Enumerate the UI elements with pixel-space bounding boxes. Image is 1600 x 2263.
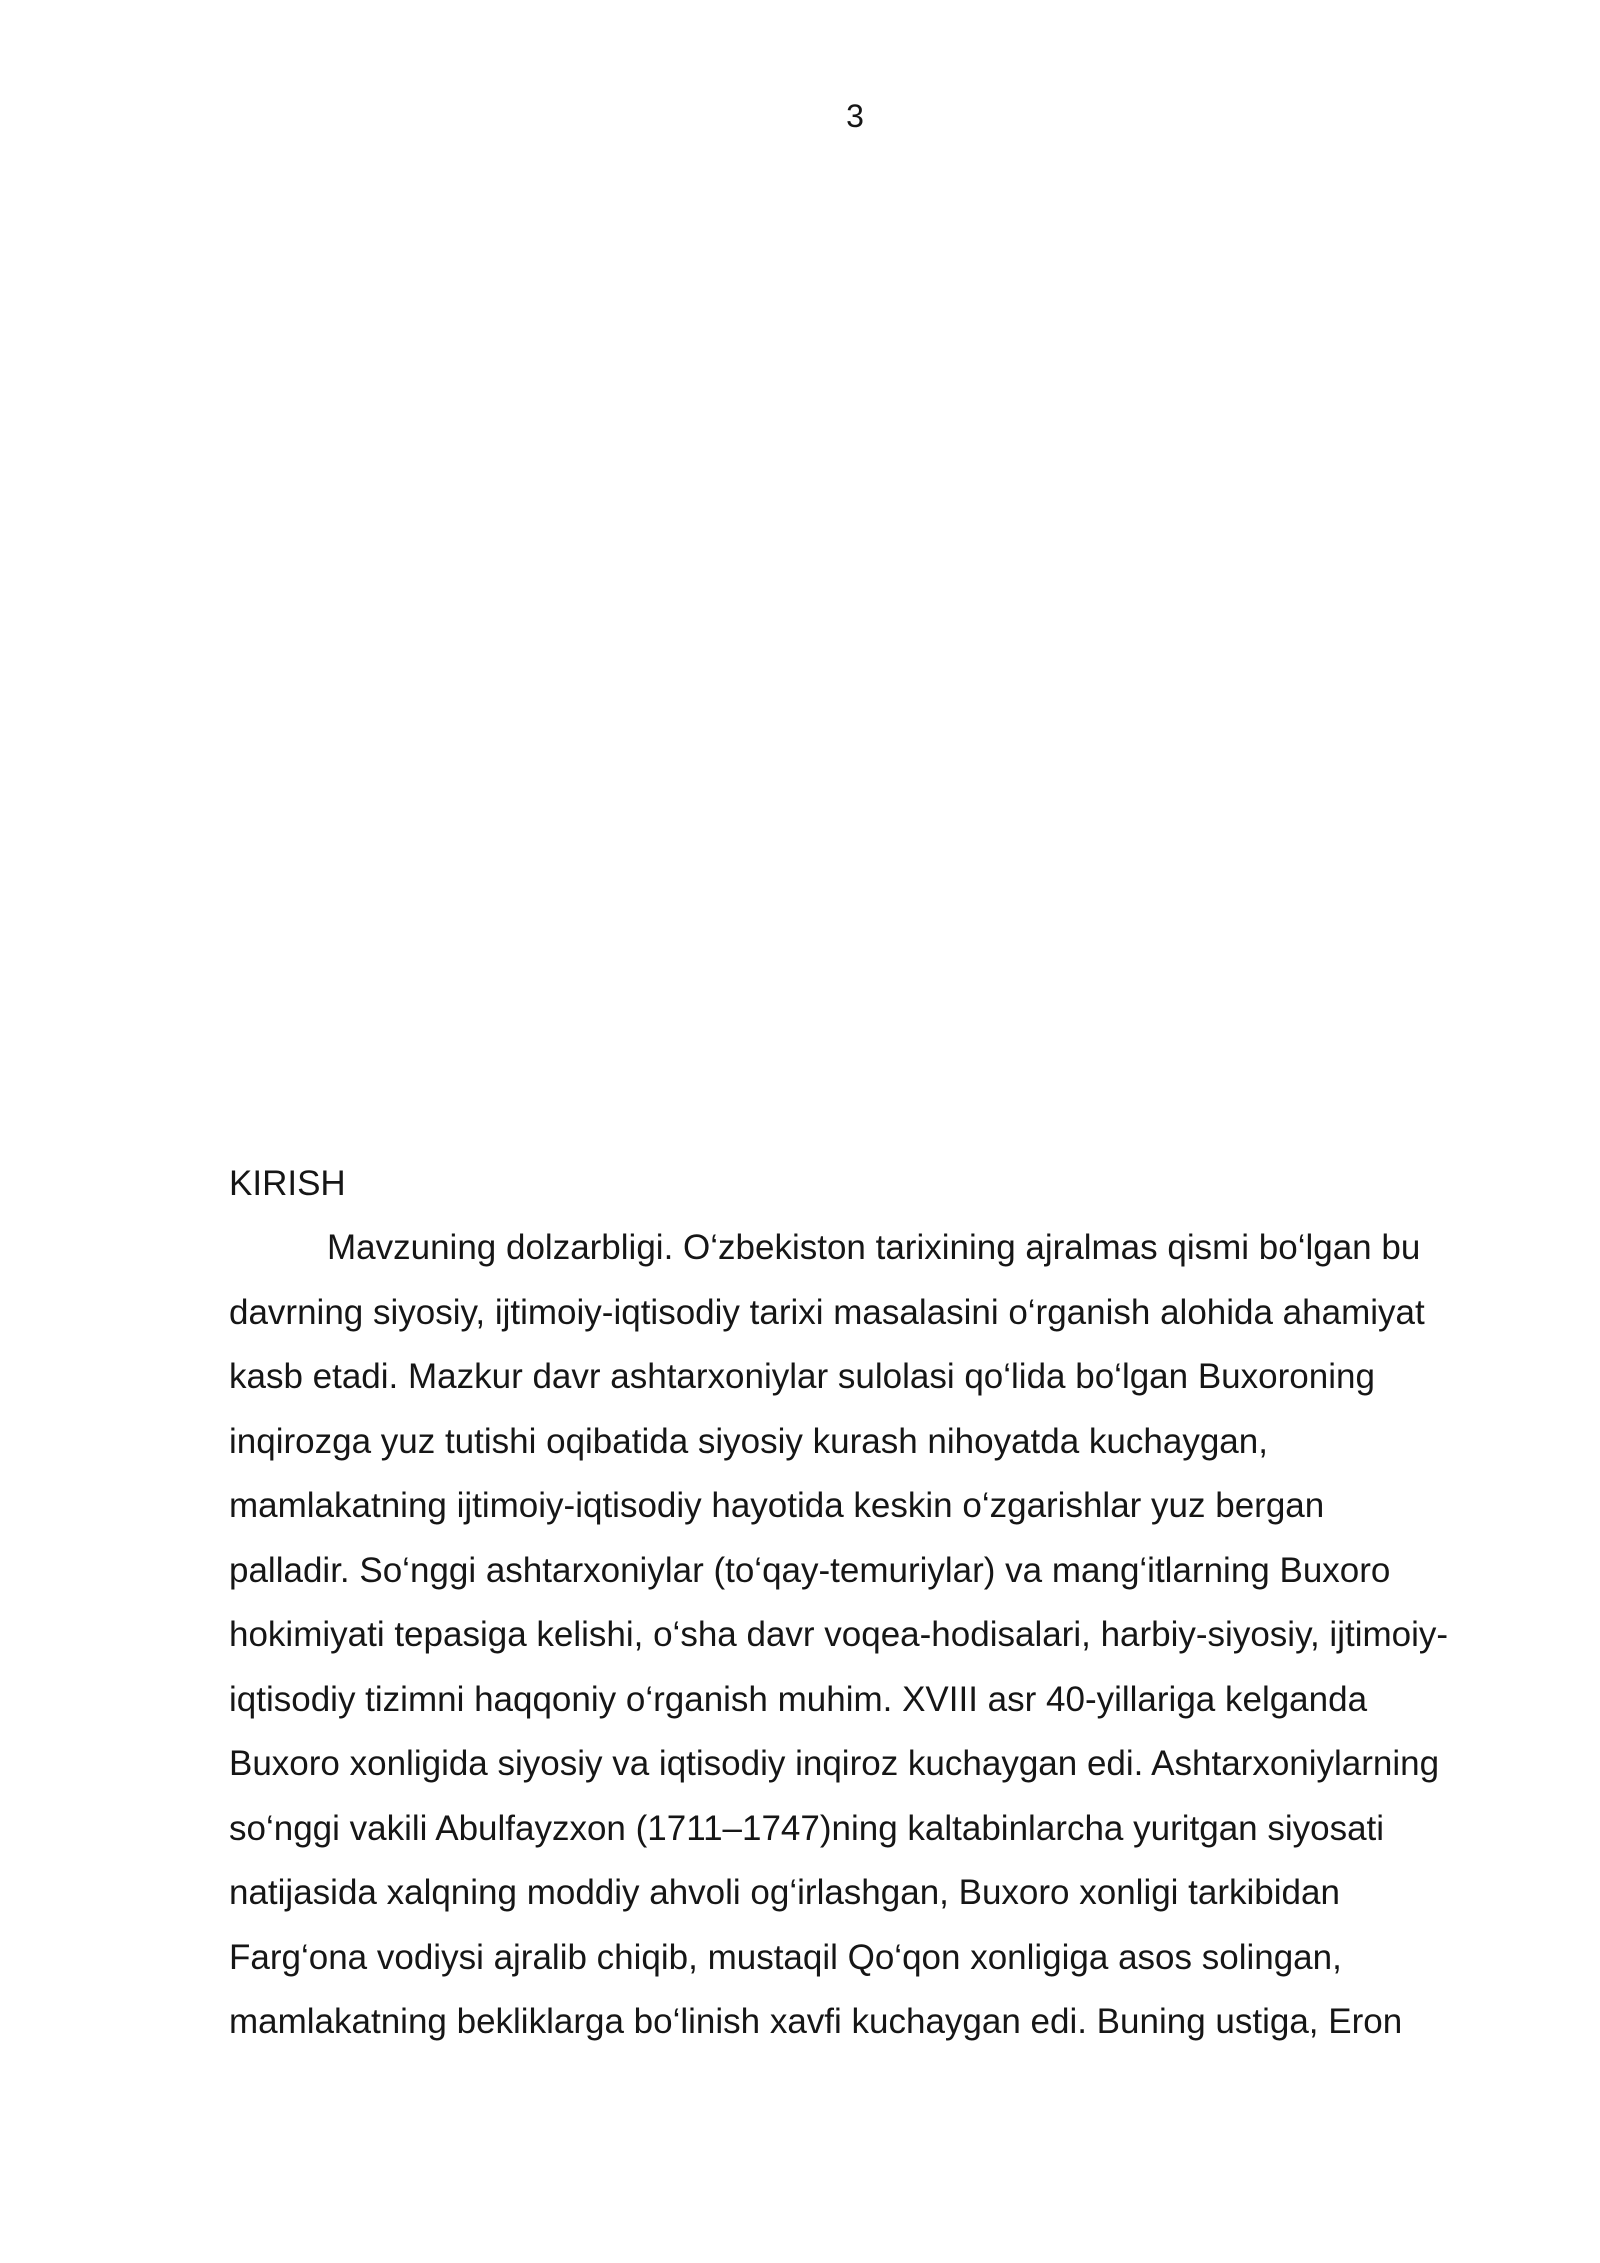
paragraph-line: Buxoro xonligida siyosiy va iqtisodiy inqiroz kuchaygan edi. Ashtarxoniylarning (229, 1744, 1440, 1783)
paragraph-line: natijasida xalqning moddiy ahvoli og‘irlashgan, Buxoro xonligi tarkibidan (229, 1873, 1340, 1912)
paragraph-line: kasb etadi. Mazkur davr ashtarxoniylar sulolasi qo‘lida bo‘lgan Buxoroning (229, 1357, 1375, 1396)
paragraph-line: inqirozga yuz tutishi oqibatida siyosiy kurash nihoyatda kuchaygan, (229, 1421, 1268, 1461)
paragraph-line: hokimiyati tepasiga kelishi, o‘sha davr voqea-hodisalari, harbiy-siyosiy, ijtimoiy- (229, 1615, 1449, 1654)
paragraph-line: palladir. So‘nggi ashtarxoniylar (to‘qay-temuriylar) va mang‘itlarning Buxoro (229, 1550, 1391, 1590)
paragraph-line: davrning siyosiy, ijtimoiy-iqtisodiy tarixi masalasini o‘rganish alohida ahamiyat (229, 1292, 1425, 1332)
section-body (229, 1160, 1479, 2055)
page-number: 3 (846, 98, 864, 134)
paragraph-line: so‘nggi vakili Abulfayzxon (1711–1747)ning kaltabinlarcha yuritgan siyosati (229, 1808, 1385, 1848)
paragraph-line: iqtisodiy tizimni haqqoniy o‘rganish muhim. XVIII asr 40-yillariga kelganda (229, 1679, 1368, 1719)
paragraph-line: mamlakatning bekliklarga bo‘linish xavfi kuchaygan edi. Buning ustiga, Eron (229, 2002, 1403, 2041)
paragraph (229, 1216, 1479, 2055)
section-heading: KIRISH (229, 1164, 346, 1203)
paragraph-line: mamlakatning ijtimoiy-iqtisodiy hayotida keskin o‘zgarishlar yuz bergan (229, 1486, 1325, 1525)
paragraph-line: Farg‘ona vodiysi ajralib chiqib, mustaqil Qo‘qon xonligiga asos solingan, (229, 1937, 1342, 1977)
paragraph-line: Mavzuning dolzarbligi. O‘zbekiston tarixining ajralmas qismi bo‘lgan bu (327, 1228, 1421, 1267)
